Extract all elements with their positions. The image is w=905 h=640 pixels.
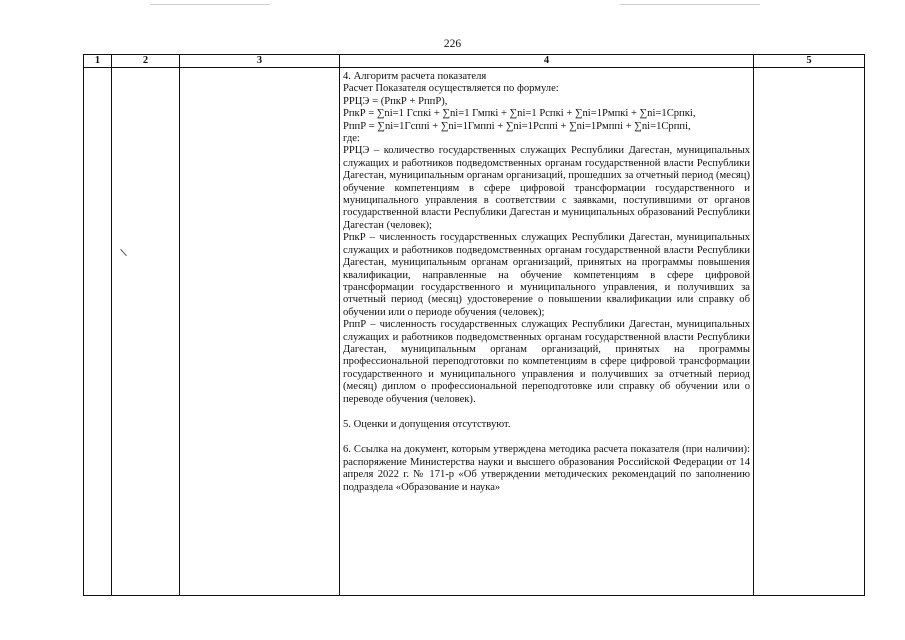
cell-col-3 [180,68,340,596]
cell-col-4 [340,68,754,596]
table-row [84,68,865,596]
column-header-2: 2 [112,55,180,68]
page-number: 226 [443,38,462,50]
definition-rpkr: РпкР – численность государственных служащих Республики Дагестан, муниципальных служащих и работников подведомственных органам государственной власти Республики Дагестан, муниципальным органам организаций, принятых на программы повышения квалификации, направленные на обучение компетенциям в сфере цифровой трансформации государственного и муниципального управления, и получивших за отчетный период (месяц) удостоверение о повышении квалификации или справку об обучении или о периоде обучения (человек); [343,232,750,318]
scan-edge-line [150,4,270,5]
definition-rrce: РРЦЭ – количество государственных служащих Республики Дагестан, муниципальных служащих и работников подведомственных органам государственной власти Республики Дагестан, муниципальным органам организаций, прошедших за отчетный период (месяц) обучение компетенциям в сфере цифровой трансформации государственного и муниципального управления в соответствии с заявками, поступившими от органов государственной власти Республики Дагестан и муниципальных образований Республики Дагестан (человек); [343,145,750,231]
column-header-5: 5 [754,55,865,68]
formula-rrce: РРЦЭ = (РпкР + РппР), [343,95,448,107]
section-heading-algorithm: 4. Алгоритм расчета показателя [343,71,487,82]
section-assumptions: 5. Оценки и допущения отсутствуют. [343,418,511,430]
scan-edge-line [620,4,760,5]
formula-rpkr: РпкР = ∑ni=1 Гспкі + ∑ni=1 Гмпкі + ∑ni=1 Рспкі + ∑ni=1Рмпкі + ∑ni=1Српкі, [343,108,696,120]
where-label: где: [343,133,360,145]
column-header-3: 3 [180,55,340,68]
algorithm-text [340,68,753,494]
section-document-reference: 6. Ссылка на документ, которым утверждена методика расчета показателя (при наличии): распоряжение Министерства науки и высшего образования Российской Федерации от 14 апреля 2022 г. № 171-р «Об утверждении методических рекомендаций по заполнению подраздела «Образование и наука» [343,444,750,493]
cell-col-2 [112,68,180,596]
column-header-4: 4 [340,55,754,68]
cell-col-5 [754,68,865,596]
definition-rppr: РппР – численность государственных служащих Республики Дагестан, муниципальных служащих и работников подведомственных органам государственной власти Республики Дагестан, муниципальным органам организаций, принятых на программы профессиональной переподготовки по компетенциям в сфере цифровой трансформации государственного и муниципального управления и получивших за отчетный период (месяц) диплом о профессиональной переподготовке или справку об обучении или о переводе обучения (человек). [343,319,750,405]
table-header-row [84,55,865,68]
document-table [83,54,865,596]
cell-col-1 [84,68,112,596]
formula-rppr: РппР = ∑ni=1Гсппі + ∑ni=1Гмппі + ∑ni=1Рсппі + ∑ni=1Рмппі + ∑ni=1Срппі, [343,120,691,132]
column-header-1: 1 [84,55,112,68]
formula-intro: Расчет Показателя осуществляется по формуле: [343,83,559,95]
